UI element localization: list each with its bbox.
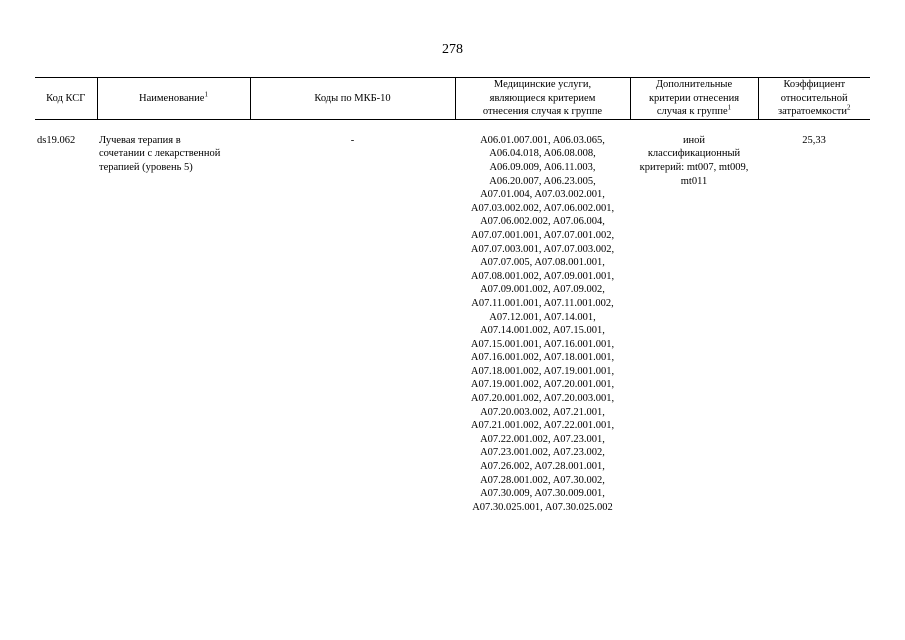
- service-code-line: A07.07.003.001, A07.07.003.002,: [470, 243, 615, 255]
- service-code-line: A07.22.001.002, A07.23.001,: [480, 433, 605, 445]
- service-code-line: A07.21.001.002, A07.22.001.001,: [470, 420, 615, 432]
- header-coefficient: Коэффициент относительной затратоемкости$^2$: [758, 78, 870, 120]
- service-code-line: A07.28.001.002, A07.30.002,: [480, 474, 605, 486]
- service-code-line: A07.09.001.002, A07.09.002,: [480, 284, 605, 296]
- cell-mkb: -: [350, 134, 355, 146]
- service-code-line: A07.01.004, A07.03.002.001,: [480, 189, 605, 201]
- service-code-line: A07.30.025.001, A07.30.025.002: [472, 501, 613, 513]
- service-code-line: A07.30.009, A07.30.009.001,: [480, 488, 605, 500]
- service-code-line: A07.08.001.002, A07.09.001.001,: [470, 270, 615, 282]
- table-row: [35, 119, 870, 514]
- service-code-line: A07.18.001.002, A07.19.001.001,: [470, 365, 615, 377]
- header-name: Наименование$^1$: [97, 78, 250, 120]
- service-code-line: A07.20.001.002, A07.20.003.001,: [470, 393, 615, 405]
- cell-code: ds19.062: [37, 134, 76, 146]
- service-code-line: A07.14.001.002, A07.15.001,: [480, 325, 605, 337]
- service-code-line: A06.09.009, A06.11.003,: [489, 161, 596, 173]
- service-code-line: A06.04.018, A06.08.008,: [489, 148, 596, 160]
- service-code-line: A07.16.001.002, A07.18.001.001,: [470, 352, 615, 364]
- header-services: Медицинские услуги, являющиеся критерием отнесения случая к группе: [455, 78, 630, 120]
- service-code-line: A07.26.002, A07.28.001.001,: [480, 461, 605, 473]
- service-code-line: A07.11.001.001, A07.11.001.002,: [471, 297, 614, 309]
- ksg-table: [35, 77, 870, 514]
- cell-coefficient: 25,33: [802, 134, 826, 146]
- service-code-line: A07.12.001, A07.14.001,: [489, 311, 596, 323]
- service-code-line: A07.19.001.002, A07.20.001.001,: [470, 379, 615, 391]
- cell-extra-criteria: иной классификационный критерий: mt007, mt009, mt011: [639, 134, 749, 187]
- service-code-line: A07.20.003.002, A07.21.001,: [480, 406, 605, 418]
- header-extra-criteria: Дополнительные критерии отнесения случая к группе$^1$: [630, 78, 758, 120]
- service-code-line: A07.15.001.001, A07.16.001.001,: [470, 338, 615, 350]
- service-code-line: A07.06.002.002, A07.06.004,: [480, 216, 605, 228]
- page-number: 278: [442, 42, 463, 57]
- header-mkb: Коды по МКБ-10: [250, 78, 455, 120]
- header-code: Код КСГ: [35, 78, 97, 120]
- service-code-line: A06.20.007, A06.23.005,: [489, 175, 596, 187]
- service-code-line: A07.07.005, A07.08.001.001,: [480, 257, 605, 269]
- table-header-row: [35, 78, 870, 120]
- service-code-line: A07.03.002.002, A07.06.002.001,: [470, 202, 615, 214]
- cell-name: Лучевая терапия в сочетании с лекарственной терапией (уровень 5): [99, 134, 221, 173]
- service-code-line: A06.01.007.001, A06.03.065,: [480, 134, 605, 146]
- service-code-line: A07.23.001.002, A07.23.002,: [480, 447, 605, 459]
- cell-services: [455, 119, 630, 514]
- service-code-line: A07.07.001.001, A07.07.001.002,: [470, 229, 615, 241]
